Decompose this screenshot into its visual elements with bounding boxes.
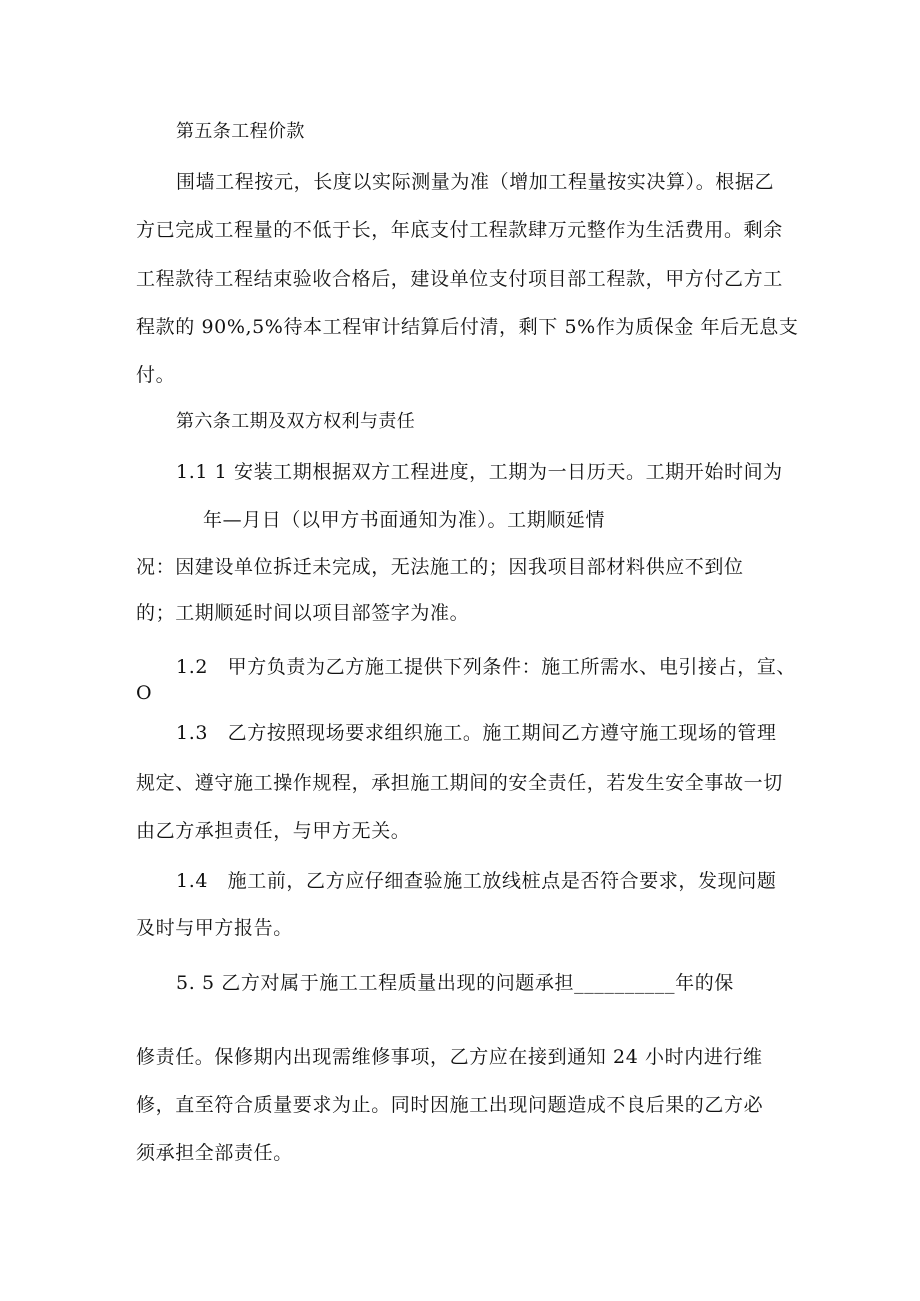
clause-1-2-line-1: 1.2 甲方负责为乙方施工提供下列条件：施工所需水、电引接占，宣、 xyxy=(176,656,797,678)
clause-1-1-line-1: 1.1 1 安装工期根据双方工程进度，工期为一日历天。工期开始时间为 xyxy=(176,461,783,483)
clause-1-1-line-2: 年—月日（以甲方书面通知为准）。工期顺延情 xyxy=(203,509,606,531)
clause-5-5-line-2: 修责任。保修期内出现需维修事项，乙方应在接到通知 24 小时内进行维 xyxy=(136,1046,763,1068)
article-5-line-3: 工程款待工程结束验收合格后，建设单位支付项目部工程款，甲方付乙方工 xyxy=(136,268,783,290)
clause-5-5-line-3: 修，直至符合质量要求为止。同时因施工出现问题造成不良后果的乙方必 xyxy=(136,1094,764,1116)
clause-1-1-line-3: 况：因建设单位拆迁未完成，无法施工的；因我项目部材料供应不到位 xyxy=(136,556,744,578)
clause-5-5-line-1: 5. 5 乙方对属于施工工程质量出现的问题承担__________年的保 xyxy=(176,972,734,994)
article-5-heading: 第五条工程价款 xyxy=(176,121,305,142)
article-6-heading: 第六条工期及双方权利与责任 xyxy=(176,411,416,432)
article-5-line-1: 围墙工程按元，长度以实际测量为准（增加工程量按实决算）。根据乙 xyxy=(176,171,775,193)
clause-1-4-line-1: 1.4 施工前，乙方应仔细查验施工放线桩点是否符合要求，发现问题 xyxy=(176,870,777,892)
clause-1-3-line-3: 由乙方承担责任，与甲方无关。 xyxy=(136,820,411,842)
clause-1-1-line-4: 的；工期顺延时间以项目部签字为准。 xyxy=(136,602,470,624)
article-5-line-2: 方已完成工程量的不低于长，年底支付工程款肆万元整作为生活费用。剩余 xyxy=(136,219,783,241)
clause-1-4-line-2: 及时与甲方报告。 xyxy=(136,917,293,939)
clause-5-5-line-4: 须承担全部责任。 xyxy=(136,1142,293,1164)
clause-1-3-line-1: 1.3 乙方按照现场要求组织施工。施工期间乙方遵守施工现场的管理 xyxy=(176,722,777,744)
clause-1-2-line-2: O xyxy=(136,682,153,704)
clause-1-3-line-2: 规定、遵守施工操作规程，承担施工期间的安全责任，若发生安全事故一切 xyxy=(136,772,783,794)
article-5-line-5: 付。 xyxy=(136,364,176,386)
article-5-line-4: 程款的 90%,5%待本工程审计结算后付清，剩下 5%作为质保金 年后无息支 xyxy=(136,316,799,338)
